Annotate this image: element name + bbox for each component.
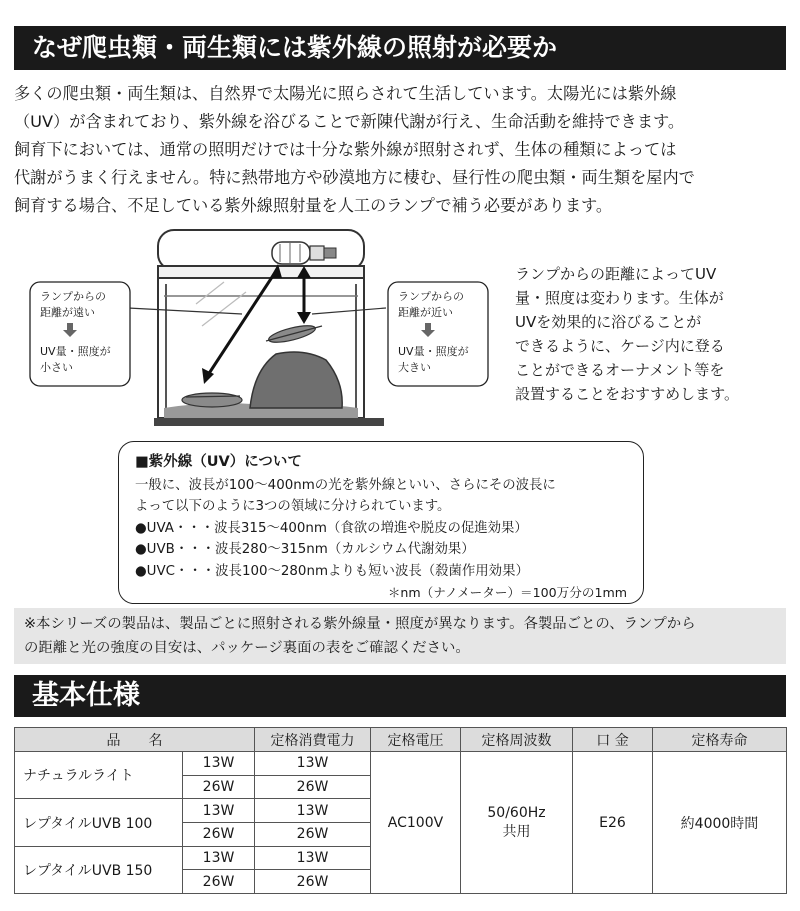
- explanation-line: UVを効果的に浴びることが: [515, 313, 702, 331]
- watt-cell: 26W: [183, 870, 255, 894]
- intro-line: 代謝がうまく行えません。特に熱帯地方や砂漠地方に棲む、昼行性の爬虫類・両生類を屋内で: [14, 168, 695, 187]
- far-label-line1: ランプからの: [40, 290, 106, 303]
- header-frequency: 定格周波数: [461, 728, 573, 752]
- far-result-line2: 小さい: [40, 361, 73, 374]
- frequency-cell: [461, 752, 573, 894]
- power-cell: 26W: [255, 775, 371, 799]
- notice-line: ※本シリーズの製品は、製品ごとに照射される紫外線量・照度が異なります。各製品ごとの、ランプから: [24, 616, 696, 632]
- near-result-line1: UV量・照度が: [398, 345, 469, 358]
- spec-table: [14, 727, 787, 894]
- power-cell: 13W: [255, 799, 371, 823]
- uv-info-title: ■紫外線（UV）について: [135, 454, 302, 470]
- uv-info-line: よって以下のように3つの領域に分けられています。: [135, 499, 451, 514]
- table-row: [15, 752, 787, 776]
- uvb-line: ●UVB・・・波長280～315nm（カルシウム代謝効果）: [135, 542, 475, 557]
- far-lamp-label: [30, 282, 130, 386]
- near-result-line2: 大きい: [398, 361, 431, 374]
- near-label-line2: 距離が近い: [398, 306, 453, 319]
- frequency-note: 共用: [502, 823, 531, 840]
- watt-cell: 13W: [183, 752, 255, 776]
- uv-info-box: [118, 441, 644, 604]
- base-cell: E26: [573, 752, 653, 894]
- header-voltage: 定格電圧: [371, 728, 461, 752]
- header-power: 定格消費電力: [255, 728, 371, 752]
- uvc-line: ●UVC・・・波長100～280nmよりも短い波長（殺菌作用効果）: [135, 563, 529, 579]
- intro-line: 飼育下においては、通常の照明だけでは十分な紫外線が照射されず、生体の種類によっては: [14, 140, 677, 159]
- explanation-line: できるように、ケージ内に登る: [515, 337, 725, 355]
- header-life: 定格寿命: [653, 728, 787, 752]
- explanation-line: ランプからの距離によってUV: [515, 265, 717, 283]
- section-title-spec: 基本仕様: [14, 675, 786, 717]
- cage-illustration: [154, 230, 384, 426]
- voltage-cell: AC100V: [371, 752, 461, 894]
- lamp-distance-explanation: [515, 262, 787, 406]
- intro-line: （UV）が含まれており、紫外線を浴びることで新陳代謝が行え、生命活動を維持できます。: [14, 112, 685, 131]
- watt-cell: 13W: [183, 846, 255, 870]
- spec-header-row: [15, 728, 787, 752]
- watt-cell: 26W: [183, 823, 255, 847]
- watt-cell: 13W: [183, 799, 255, 823]
- power-cell: 13W: [255, 846, 371, 870]
- product-name: レプタイルUVB 100: [15, 799, 183, 846]
- product-notice: [14, 608, 786, 664]
- frequency-value: 50/60Hz: [487, 804, 546, 821]
- header-name: 品 名: [15, 728, 255, 752]
- intro-line: 多くの爬虫類・両生類は、自然界で太陽光に照らされて生活しています。太陽光には紫外線: [14, 84, 677, 103]
- notice-line: の距離と光の強度の目安は、パッケージ裏面の表をご確認ください。: [24, 640, 470, 656]
- lamp-distance-diagram: [14, 222, 514, 442]
- explanation-line: 量・照度は変わります。生体が: [515, 289, 724, 307]
- intro-paragraph: [14, 80, 786, 220]
- near-lamp-label: [388, 282, 488, 386]
- nm-footnote: ＊nm（ナノメーター）＝100万分の1mm: [387, 585, 627, 600]
- intro-line: 飼育する場合、不足している紫外線照射量を人工のランプで補う必要があります。: [14, 196, 613, 215]
- explanation-line: 設置することをおすすめします。: [515, 385, 739, 403]
- header-base: 口 金: [573, 728, 653, 752]
- far-result-line1: UV量・照度が: [40, 345, 111, 358]
- life-cell: 約4000時間: [653, 752, 787, 894]
- explanation-line: ことができるオーナメント等を: [515, 361, 725, 379]
- uv-info-line: 一般に、波長が100～400nmの光を紫外線といい、さらにその波長に: [135, 477, 556, 493]
- section-title-uv: なぜ爬虫類・両生類には紫外線の照射が必要か: [14, 26, 786, 70]
- power-cell: 13W: [255, 752, 371, 776]
- power-cell: 26W: [255, 823, 371, 847]
- uva-line: ●UVA・・・波長315～400nm（食欲の増進や脱皮の促進効果）: [135, 520, 528, 536]
- watt-cell: 26W: [183, 775, 255, 799]
- power-cell: 26W: [255, 870, 371, 894]
- near-label-line1: ランプからの: [398, 290, 464, 303]
- far-label-line2: 距離が遠い: [40, 306, 95, 319]
- product-name: レプタイルUVB 150: [15, 846, 183, 893]
- product-name: ナチュラルライト: [15, 752, 183, 799]
